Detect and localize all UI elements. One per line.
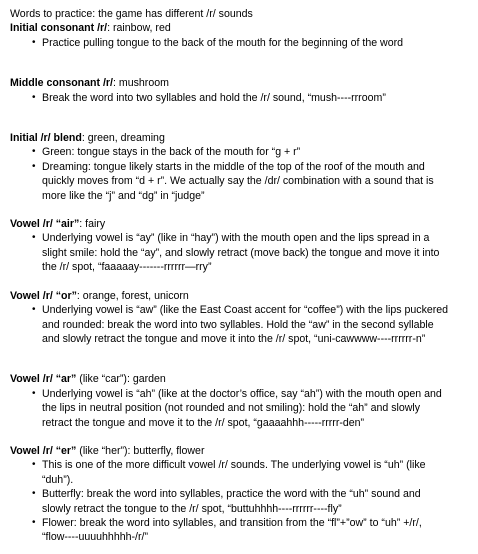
bullet-text: Break the word into two syllables and hold the /r/ sound, “mush----rrroom” <box>42 91 386 104</box>
bullet-icon: • <box>32 459 36 471</box>
section-vowel-or <box>10 289 470 347</box>
bullet-text: Underlying vowel is “ah” (like at the doctor’s office, say “ah”) with the mouth open and <box>42 387 442 400</box>
section-initial-blend <box>10 131 470 203</box>
section-heading <box>10 21 470 35</box>
section-heading <box>10 289 470 303</box>
list-item <box>10 387 470 430</box>
section-initial-consonant <box>10 21 470 50</box>
heading-rest: (like “car”): garden <box>76 373 166 386</box>
bullet-icon: • <box>32 387 36 399</box>
bullet-list <box>10 145 470 203</box>
list-item <box>10 458 470 487</box>
bullet-icon: • <box>32 36 36 48</box>
heading-rest: : green, dreaming <box>81 132 165 145</box>
heading-bold: Middle consonant /r/ <box>10 77 113 90</box>
list-item <box>10 303 470 346</box>
heading-bold: Vowel /r/ “or” <box>10 289 77 302</box>
bullet-text: “duh”). <box>42 473 74 486</box>
bullet-list <box>10 36 470 50</box>
heading-rest: : orange, forest, unicorn <box>76 289 189 302</box>
heading-bold: Initial consonant /r/ <box>10 22 108 35</box>
bullet-text: Dreaming: tongue likely starts in the middle of the top of the roof of the mouth and <box>42 160 425 173</box>
heading-rest: : mushroom <box>113 77 169 90</box>
heading-rest: : fairy <box>79 218 106 231</box>
heading-bold: Initial /r/ blend <box>10 132 82 145</box>
bullet-text: the lips in neutral position (not rounded and not smiling): hold the “ah” and slowly <box>42 402 421 415</box>
heading-bold: Vowel /r/ “ar” <box>10 373 77 386</box>
list-item <box>10 36 470 50</box>
section-vowel-ar <box>10 372 470 430</box>
section-vowel-er <box>10 444 470 545</box>
section-heading <box>10 444 470 458</box>
heading-rest: (like “her”): butterfly, flower <box>76 444 205 457</box>
bullet-list <box>10 231 470 274</box>
bullet-text: “flow----uuuuhhhhh-/r/” <box>42 531 148 544</box>
bullet-text: Practice pulling tongue to the back of the mouth for the beginning of the word <box>42 36 404 49</box>
section-heading <box>10 217 470 231</box>
list-item <box>10 516 470 545</box>
list-item <box>10 91 470 105</box>
bullet-text: slowly retract the tongue to the /r/ spot, “buttuhhhh----rrrrrr----fly” <box>42 502 342 515</box>
bullet-icon: • <box>32 160 36 172</box>
section-middle-consonant <box>10 76 470 105</box>
bullet-text: quickly moves from “d + r”. We actually say the /dr/ combination with a sound that is <box>42 175 434 188</box>
section-vowel-air <box>10 217 470 275</box>
heading-rest: : rainbow, red <box>107 22 171 35</box>
bullet-icon: • <box>32 304 36 316</box>
bullet-text: Green: tongue stays in the back of the mouth for “g + r” <box>42 146 301 159</box>
bullet-icon: • <box>32 488 36 500</box>
bullet-icon: • <box>32 232 36 244</box>
list-item <box>10 160 470 203</box>
heading-bold: Vowel /r/ “er” <box>10 444 77 457</box>
bullet-text: retract the tongue and move it to the /r/ spot, “gaaaahhh-----rrrrr-den” <box>42 416 365 429</box>
section-heading <box>10 372 470 386</box>
bullet-text: and rounded: break the word into two syllables. Hold the “aw” in the second syllable <box>42 318 434 331</box>
bullet-text: slight smile: hold the “ay”, and slowly retract (move back) the tongue and move it into <box>42 246 440 259</box>
bullet-list <box>10 91 470 105</box>
bullet-text: Underlying vowel is “ay” (like in “hay”) with the mouth open and the lips spread in a <box>42 232 430 245</box>
section-heading <box>10 76 470 90</box>
heading-bold: Vowel /r/ “air” <box>10 218 80 231</box>
bullet-list <box>10 387 470 430</box>
section-heading <box>10 131 470 145</box>
bullet-text: Underlying vowel is “aw” (like the East Coast accent for “coffee”) with the lips puckered <box>42 304 449 317</box>
bullet-text: Flower: break the word into syllables, and transition from the “fl”+”ow” to “uh” +/r/, <box>42 516 422 529</box>
bullet-text: and slowly retract the tongue and move it into the /r/ spot, “uni-cawwww----rrrrrr-n” <box>42 332 426 345</box>
bullet-text: Butterfly: break the word into syllables, practice the word with the “uh” sound and <box>42 488 421 501</box>
intro-line: Words to practice: the game has different /r/ sounds <box>10 8 253 20</box>
list-item <box>10 231 470 274</box>
bullet-icon: • <box>32 91 36 103</box>
list-item <box>10 487 470 516</box>
bullet-icon: • <box>32 146 36 158</box>
bullet-text: the /r/ spot, “faaaaay-------rrrrrr—rry” <box>42 261 212 274</box>
bullet-list <box>10 303 470 346</box>
bullet-text: more like the “j” and “dg” in “judge” <box>42 189 205 202</box>
bullet-text: This is one of the more difficult vowel /r/ sounds. The underlying vowel is “uh” (like <box>42 459 426 472</box>
bullet-list <box>10 458 470 544</box>
bullet-icon: • <box>32 516 36 528</box>
list-item <box>10 145 470 159</box>
